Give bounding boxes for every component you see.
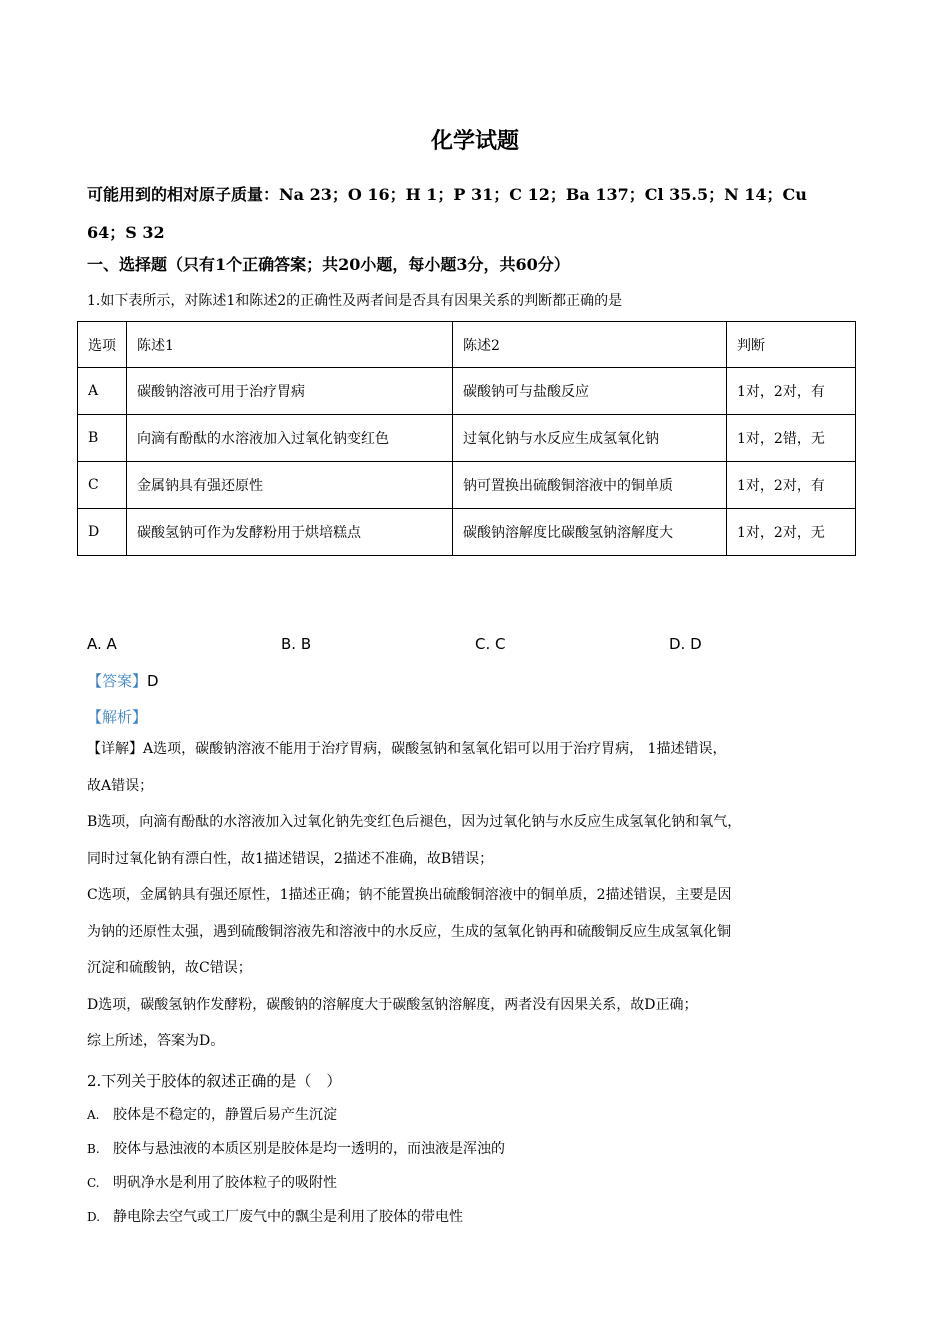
- option-letter: A.: [87, 1108, 100, 1122]
- table-cell: 过氧化钠与水反应生成氢氧化钠: [453, 415, 727, 462]
- question-2-option-a: [87, 1098, 505, 1132]
- question-2-option-b: [87, 1132, 505, 1166]
- page-title: 化学试题: [430, 128, 519, 154]
- header-judgement: 判断: [727, 322, 856, 368]
- table-cell: 碳酸钠可与盐酸反应: [453, 368, 727, 415]
- answer-value: D: [147, 672, 159, 690]
- atomic-masses-line-1: 可能用到的相对原子质量：Na 23；O 16；H 1；P 31；C 12；Ba 137；Cl 35.5；N 14；Cu: [87, 185, 807, 204]
- analysis-label: 【解析】: [87, 708, 148, 726]
- explanation-line: 故A错误；: [87, 777, 154, 794]
- question-2-option-c: [87, 1166, 505, 1200]
- option-letter: D.: [87, 1210, 101, 1224]
- explanation-line: D选项，碳酸氢钠作发酵粉，碳酸钠的溶解度大于碳酸氢钠溶解度，两者没有因果关系，故D正确；: [87, 996, 698, 1013]
- atomic-masses-line-2: 64；S 32: [87, 223, 165, 242]
- option-letter: C.: [87, 1176, 100, 1190]
- table-row: [78, 368, 856, 415]
- explanation-line: 同时过氧化钠有漂白性，故1描述错误，2描述不准确，故B错误；: [87, 850, 494, 867]
- table-cell: 钠可置换出硫酸铜溶液中的铜单质: [453, 462, 727, 509]
- question-1-option-b: B. B: [281, 635, 312, 653]
- question-1-table: [77, 321, 856, 556]
- table-cell: 1对，2对，无: [727, 509, 856, 556]
- table-cell: 碳酸氢钠可作为发酵粉用于烘培糕点: [127, 509, 453, 556]
- header-option: 选项: [78, 322, 127, 368]
- table-cell: B: [78, 415, 127, 462]
- table-cell: 1对，2对，有: [727, 462, 856, 509]
- option-text: 明矾净水是利用了胶体粒子的吸附性: [113, 1175, 337, 1191]
- question-1-stem: 1.如下表所示，对陈述1和陈述2的正确性及两者间是否具有因果关系的判断都正确的是: [87, 293, 623, 309]
- table-cell: 1对，2错，无: [727, 415, 856, 462]
- header-statement-1: 陈述1: [127, 322, 453, 368]
- section-heading: 一、选择题（只有1个正确答案；共20小题，每小题3分，共60分）: [87, 255, 570, 274]
- table-cell: 碳酸钠溶液可用于治疗胃病: [127, 368, 453, 415]
- explanation-line: 沉淀和硫酸钠，故C错误；: [87, 960, 252, 976]
- atomic-masses: [87, 176, 867, 252]
- table-row: [78, 509, 856, 556]
- explanation-line: B选项，向滴有酚酞的水溶液加入过氧化钠先变红色后褪色，因为过氧化钠与水反应生成氢氧化钠和氧气，: [87, 814, 742, 830]
- question-2: [87, 1064, 505, 1234]
- explanation-line: 【详解】A选项，碳酸钠溶液不能用于治疗胃病，碳酸氢钠和氢氧化铝可以用于治疗胃病， 1描述错误，: [87, 741, 727, 757]
- table-cell: 向滴有酚酞的水溶液加入过氧化钠变红色: [127, 415, 453, 462]
- option-text: 静电除去空气或工厂废气中的飘尘是利用了胶体的带电性: [113, 1209, 463, 1225]
- option-text: 胶体与悬浊液的本质区别是胶体是均一透明的，而浊液是浑浊的: [113, 1141, 505, 1157]
- table-row: [78, 415, 856, 462]
- question-1-option-d: D. D: [669, 635, 702, 653]
- table-row: [78, 462, 856, 509]
- table-cell: 碳酸钠溶解度比碳酸氢钠溶解度大: [453, 509, 727, 556]
- answer-label: 【答案】: [87, 672, 148, 690]
- option-letter: B.: [87, 1142, 100, 1156]
- question-2-option-d: [87, 1200, 505, 1234]
- table-header-row: [78, 322, 856, 368]
- table-cell: 1对，2对，有: [727, 368, 856, 415]
- answer-line: [87, 670, 159, 691]
- table-cell: D: [78, 509, 127, 556]
- question-1-option-a: A. A: [87, 635, 117, 653]
- option-text: 胶体是不稳定的，静置后易产生沉淀: [113, 1107, 337, 1123]
- table-cell: 金属钠具有强还原性: [127, 462, 453, 509]
- question-1-option-c: C. C: [475, 635, 506, 653]
- explanation-line: C选项，金属钠具有强还原性，1描述正确；钠不能置换出硫酸铜溶液中的铜单质，2描述错误，主要是因: [87, 887, 732, 903]
- explanation-line: 综上所述，答案为D。: [87, 1033, 225, 1049]
- explanation-line: 为钠的还原性太强，遇到硫酸铜溶液先和溶液中的水反应，生成的氢氧化钠再和硫酸铜反应生成氢氧化铜: [87, 923, 731, 940]
- table-cell: A: [78, 368, 127, 415]
- header-statement-2: 陈述2: [453, 322, 727, 368]
- question-2-stem: 2.下列关于胶体的叙述正确的是（ ）: [87, 1072, 342, 1090]
- table-cell: C: [78, 462, 127, 509]
- question-1-explanation: [87, 731, 867, 1060]
